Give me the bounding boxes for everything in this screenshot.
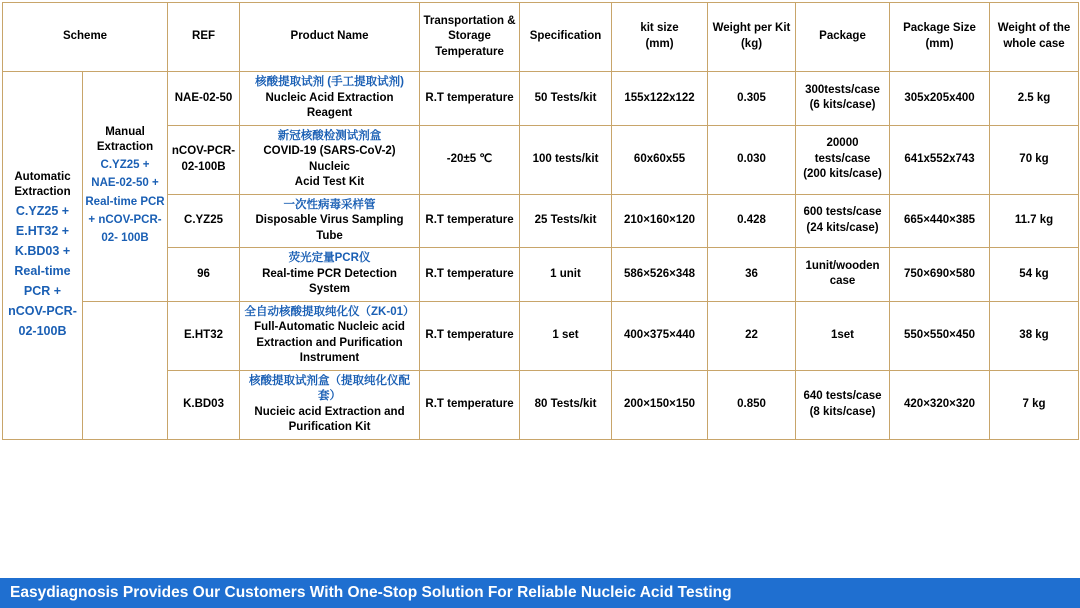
cell-temperature: R.T temperature bbox=[420, 370, 520, 439]
cell-kit-size: 60x60x55 bbox=[612, 125, 708, 194]
cell-whole-case-weight: 38 kg bbox=[990, 301, 1079, 370]
cell-specification: 25 Tests/kit bbox=[520, 194, 612, 248]
cell-weight-per-kit: 22 bbox=[708, 301, 796, 370]
column-header-whole-case-weight: Weight of the whole case bbox=[990, 3, 1079, 72]
cell-temperature: -20±5 ℃ bbox=[420, 125, 520, 194]
cell-package-size: 305x205x400 bbox=[890, 72, 990, 126]
column-header-scheme: Scheme bbox=[3, 3, 168, 72]
scheme-automatic-components: C.YZ25 + E.HT32 + K.BD03 + Real-time PCR + nCOV-PCR- 02-100B bbox=[8, 203, 77, 338]
cell-package-size: 750×690×580 bbox=[890, 248, 990, 302]
column-header-weight-per-kit: Weight per Kit (kg) bbox=[708, 3, 796, 72]
cell-product-name bbox=[240, 72, 420, 126]
product-name-en: Full-Automatic Nucleic acid bbox=[254, 321, 405, 334]
cell-specification: 80 Tests/kit bbox=[520, 370, 612, 439]
cell-product-name bbox=[240, 194, 420, 248]
product-name-en: Disposable Virus Sampling Tube bbox=[255, 214, 404, 242]
cell-package-size: 641x552x743 bbox=[890, 125, 990, 194]
cell-whole-case-weight: 11.7 kg bbox=[990, 194, 1079, 248]
product-name-en-2: Purification Kit bbox=[288, 421, 371, 434]
spec-sheet bbox=[0, 2, 1080, 608]
cell-temperature: R.T temperature bbox=[420, 194, 520, 248]
cell-ref: E.HT32 bbox=[168, 301, 240, 370]
cell-ref: K.BD03 bbox=[168, 370, 240, 439]
product-name-cn: 全自动核酸提取纯化仪（ZK-01） bbox=[244, 305, 415, 318]
cell-package: 600 tests/case (24 kits/case) bbox=[796, 194, 890, 248]
cell-kit-size: 155x122x122 bbox=[612, 72, 708, 126]
column-header-specification: Specification bbox=[520, 3, 612, 72]
product-name-cn: 核酸提取试剂盒（提取纯化仪配套） bbox=[249, 374, 411, 403]
product-name-en: COVID-19 (SARS-CoV-2) Nucleic bbox=[263, 145, 396, 173]
cell-kit-size: 400×375×440 bbox=[612, 301, 708, 370]
cell-product-name bbox=[240, 301, 420, 370]
cell-whole-case-weight: 2.5 kg bbox=[990, 72, 1079, 126]
product-name-en-3: Instrument bbox=[299, 352, 360, 365]
scheme-manual-components: C.YZ25 + NAE-02-50 + Real-time PCR + nCOV-PCR-02- 100B bbox=[85, 158, 165, 245]
cell-package-size: 550×550×450 bbox=[890, 301, 990, 370]
product-name-cn: 新冠核酸检测试剂盒 bbox=[277, 129, 382, 142]
cell-ref: 96 bbox=[168, 248, 240, 302]
cell-kit-size: 586×526×348 bbox=[612, 248, 708, 302]
footer-banner: Easydiagnosis Provides Our Customers With One-Stop Solution For Reliable Nucleic Acid Testing bbox=[0, 578, 1080, 608]
cell-weight-per-kit: 0.305 bbox=[708, 72, 796, 126]
column-header-package: Package bbox=[796, 3, 890, 72]
column-header-product-name: Product Name bbox=[240, 3, 420, 72]
cell-ref: nCOV-PCR-02-100B bbox=[168, 125, 240, 194]
cell-package: 1set bbox=[796, 301, 890, 370]
cell-ref: C.YZ25 bbox=[168, 194, 240, 248]
product-name-cn: 一次性病毒采样管 bbox=[283, 198, 376, 211]
column-header-ref: REF bbox=[168, 3, 240, 72]
cell-weight-per-kit: 0.850 bbox=[708, 370, 796, 439]
product-name-en-2: Extraction and Purification bbox=[256, 336, 403, 349]
table-row bbox=[3, 301, 1079, 370]
cell-temperature: R.T temperature bbox=[420, 301, 520, 370]
cell-specification: 50 Tests/kit bbox=[520, 72, 612, 126]
column-header-temperature: Transportation & Storage Temperature bbox=[420, 3, 520, 72]
cell-package: 1unit/wooden case bbox=[796, 248, 890, 302]
cell-package: 20000 tests/case (200 kits/case) bbox=[796, 125, 890, 194]
cell-whole-case-weight: 7 kg bbox=[990, 370, 1079, 439]
cell-kit-size: 200×150×150 bbox=[612, 370, 708, 439]
cell-product-name bbox=[240, 125, 420, 194]
scheme-empty-cell bbox=[83, 301, 168, 439]
cell-temperature: R.T temperature bbox=[420, 72, 520, 126]
cell-package: 300tests/case (6 kits/case) bbox=[796, 72, 890, 126]
cell-package: 640 tests/case (8 kits/case) bbox=[796, 370, 890, 439]
table-row bbox=[3, 72, 1079, 126]
cell-temperature: R.T temperature bbox=[420, 248, 520, 302]
product-name-en: Nucleic Acid Extraction Reagent bbox=[265, 91, 394, 120]
table-header bbox=[3, 3, 1079, 72]
cell-weight-per-kit: 36 bbox=[708, 248, 796, 302]
cell-whole-case-weight: 54 kg bbox=[990, 248, 1079, 302]
cell-product-name bbox=[240, 370, 420, 439]
column-header-package-size: Package Size (mm) bbox=[890, 3, 990, 72]
cell-specification: 100 tests/kit bbox=[520, 125, 612, 194]
cell-ref: NAE-02-50 bbox=[168, 72, 240, 126]
product-name-en-2: Acid Test Kit bbox=[294, 176, 365, 189]
product-specification-table bbox=[2, 2, 1079, 440]
cell-whole-case-weight: 70 kg bbox=[990, 125, 1079, 194]
header-row bbox=[3, 3, 1079, 72]
cell-weight-per-kit: 0.030 bbox=[708, 125, 796, 194]
cell-specification: 1 unit bbox=[520, 248, 612, 302]
table-body bbox=[3, 72, 1079, 440]
column-header-kit-size: kit size (mm) bbox=[612, 3, 708, 72]
cell-package-size: 420×320×320 bbox=[890, 370, 990, 439]
product-name-cn: 核酸提取试剂 (手工提取试剂) bbox=[255, 76, 404, 88]
cell-weight-per-kit: 0.428 bbox=[708, 194, 796, 248]
cell-product-name bbox=[240, 248, 420, 302]
product-name-en: Nucieic acid Extraction and bbox=[254, 405, 405, 418]
scheme-automatic-extraction: Automatic Extraction C.YZ25 + E.HT32 + K.BD03 + Real-time PCR + nCOV-PCR- 02-100B bbox=[3, 72, 83, 440]
product-name-en: Real-time PCR Detection System bbox=[262, 267, 397, 296]
product-name-cn: 荧光定量PCR仪 bbox=[288, 252, 371, 265]
cell-kit-size: 210×160×120 bbox=[612, 194, 708, 248]
cell-specification: 1 set bbox=[520, 301, 612, 370]
scheme-manual-extraction: Manual Extraction C.YZ25 + NAE-02-50 + Real-time PCR + nCOV-PCR-02- 100B bbox=[83, 72, 168, 302]
cell-package-size: 665×440×385 bbox=[890, 194, 990, 248]
